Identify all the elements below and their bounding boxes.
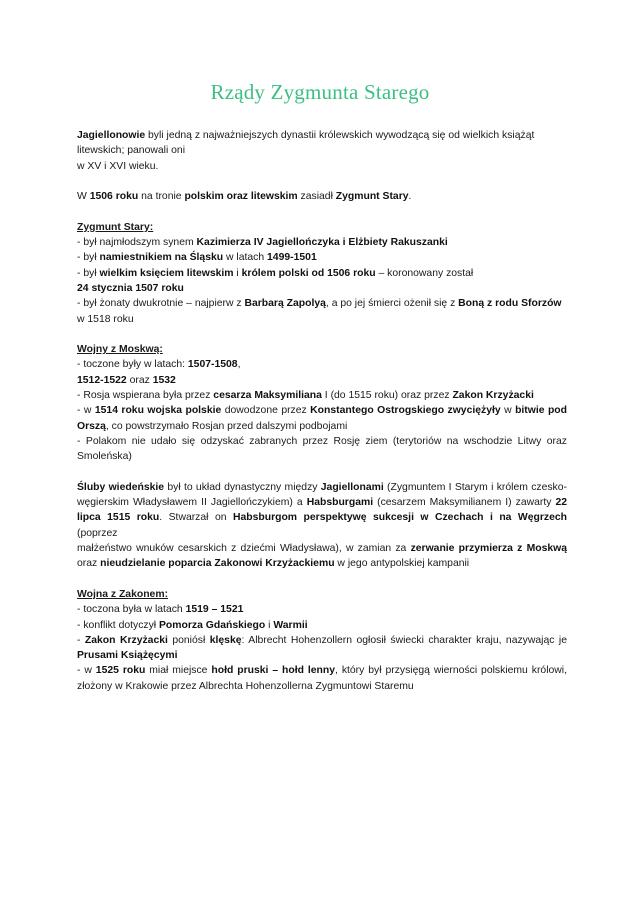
section-heading: Wojny z Moskwą: bbox=[77, 344, 163, 356]
list-item: - w 1525 roku miał miejsce hołd pruski – hołd lenny, który był przysięgą wierności polskiemu królowi, bbox=[77, 665, 567, 677]
section-moskwa bbox=[77, 342, 567, 464]
page-title: Rządy Zygmunta Starego bbox=[210, 80, 430, 104]
list-item: - był żonaty dwukrotnie – najpierw z Barbarą Zapolyą, a po jej śmierci ożenił się z Boną z rodu Sforzów bbox=[77, 298, 562, 310]
list-item-continuation: w 1518 roku bbox=[77, 313, 134, 325]
list-item: - był wielkim księciem litewskim i królem polski od 1506 roku – koronowany został bbox=[77, 267, 474, 279]
intro-paragraph bbox=[77, 128, 567, 174]
section-zakon bbox=[77, 587, 567, 694]
intro-line-2: litewskich; panowali oni bbox=[77, 145, 186, 157]
list-item: - Polakom nie udało się odzyskać zabranych przez Rosję ziem (terytoriów na wschodzie Litwy oraz bbox=[77, 435, 567, 447]
section-sluby: Śluby wiedeńskie był to układ dynastyczny między Jagiellonami (Zygmuntem I Starym i królem czesko- węgierskim Władysławem II Jagiellończykiem) a Habsburgami (cesarzem Maksymilianem I) zawarty 22 lipca 1515 roku. Stwarzał on Habsburgom perspektywę sukcesji w Czechach i na Węgrzech (poprzez małżeństwo wnuków cesarskich z dziećmi Władysława), w zamian za zerwanie przymierza z Moskwą oraz nieudzielanie poparcia Zakonowi Krzyżackiemu w jego antypolskiej kampanii bbox=[77, 481, 567, 570]
section-heading: Zygmunt Stary: bbox=[77, 221, 154, 233]
section-heading: Wojna z Zakonem: bbox=[77, 588, 169, 600]
intro-line-1: Jagiellonowie byli jedną z najważniejszych dynastii królewskich wywodzącą się od wielkich książąt bbox=[77, 130, 535, 141]
list-item: - konflikt dotyczył Pomorza Gdańskiego i Warmii bbox=[77, 619, 308, 631]
document-body bbox=[77, 128, 567, 709]
list-item-continuation: Smoleńska) bbox=[77, 451, 132, 463]
list-item-continuation: złożony w Krakowie przez Albrechta Hohenzollerna Zygmuntowi Staremu bbox=[77, 680, 414, 692]
list-item: - był najmłodszym synem Kazimierza IV Jagiellończyka i Elżbiety Rakuszanki bbox=[77, 237, 448, 249]
list-item-continuation: 1512-1522 oraz 1532 bbox=[77, 374, 176, 386]
list-item: - toczona była w latach 1519 – 1521 bbox=[77, 604, 244, 616]
list-item-continuation: Orszą, co powstrzymało Rosjan przed dalszymi podbojami bbox=[77, 420, 348, 432]
list-item: - toczone były w latach: 1507-1508, bbox=[77, 359, 241, 371]
list-item: - Rosja wspierana była przez cesarza Maksymiliana I (do 1515 roku) oraz przez Zakon Krzyżacki bbox=[77, 390, 534, 402]
list-item: - w 1514 roku wojska polskie dowodzone przez Konstantego Ostrogskiego zwyciężyły w bitwie pod bbox=[77, 405, 567, 417]
list-item: - Zakon Krzyżacki poniósł klęskę: Albrecht Hohenzollern ogłosił świecki charakter kraju, nazywając je bbox=[77, 634, 567, 646]
accession-paragraph: W 1506 roku na tronie polskim oraz litewskim zasiadł Zygmunt Stary. bbox=[77, 191, 412, 203]
intro-line-3: w XV i XVI wieku. bbox=[77, 160, 159, 172]
list-item: - był namiestnikiem na Śląsku w latach 1499-1501 bbox=[77, 252, 317, 264]
list-item-continuation: 24 stycznia 1507 roku bbox=[77, 282, 184, 294]
list-item-continuation: Prusami Książęcymi bbox=[77, 650, 178, 662]
term-jagiellonowie: Jagiellonowie bbox=[77, 130, 146, 141]
section-zygmunt bbox=[77, 220, 567, 327]
